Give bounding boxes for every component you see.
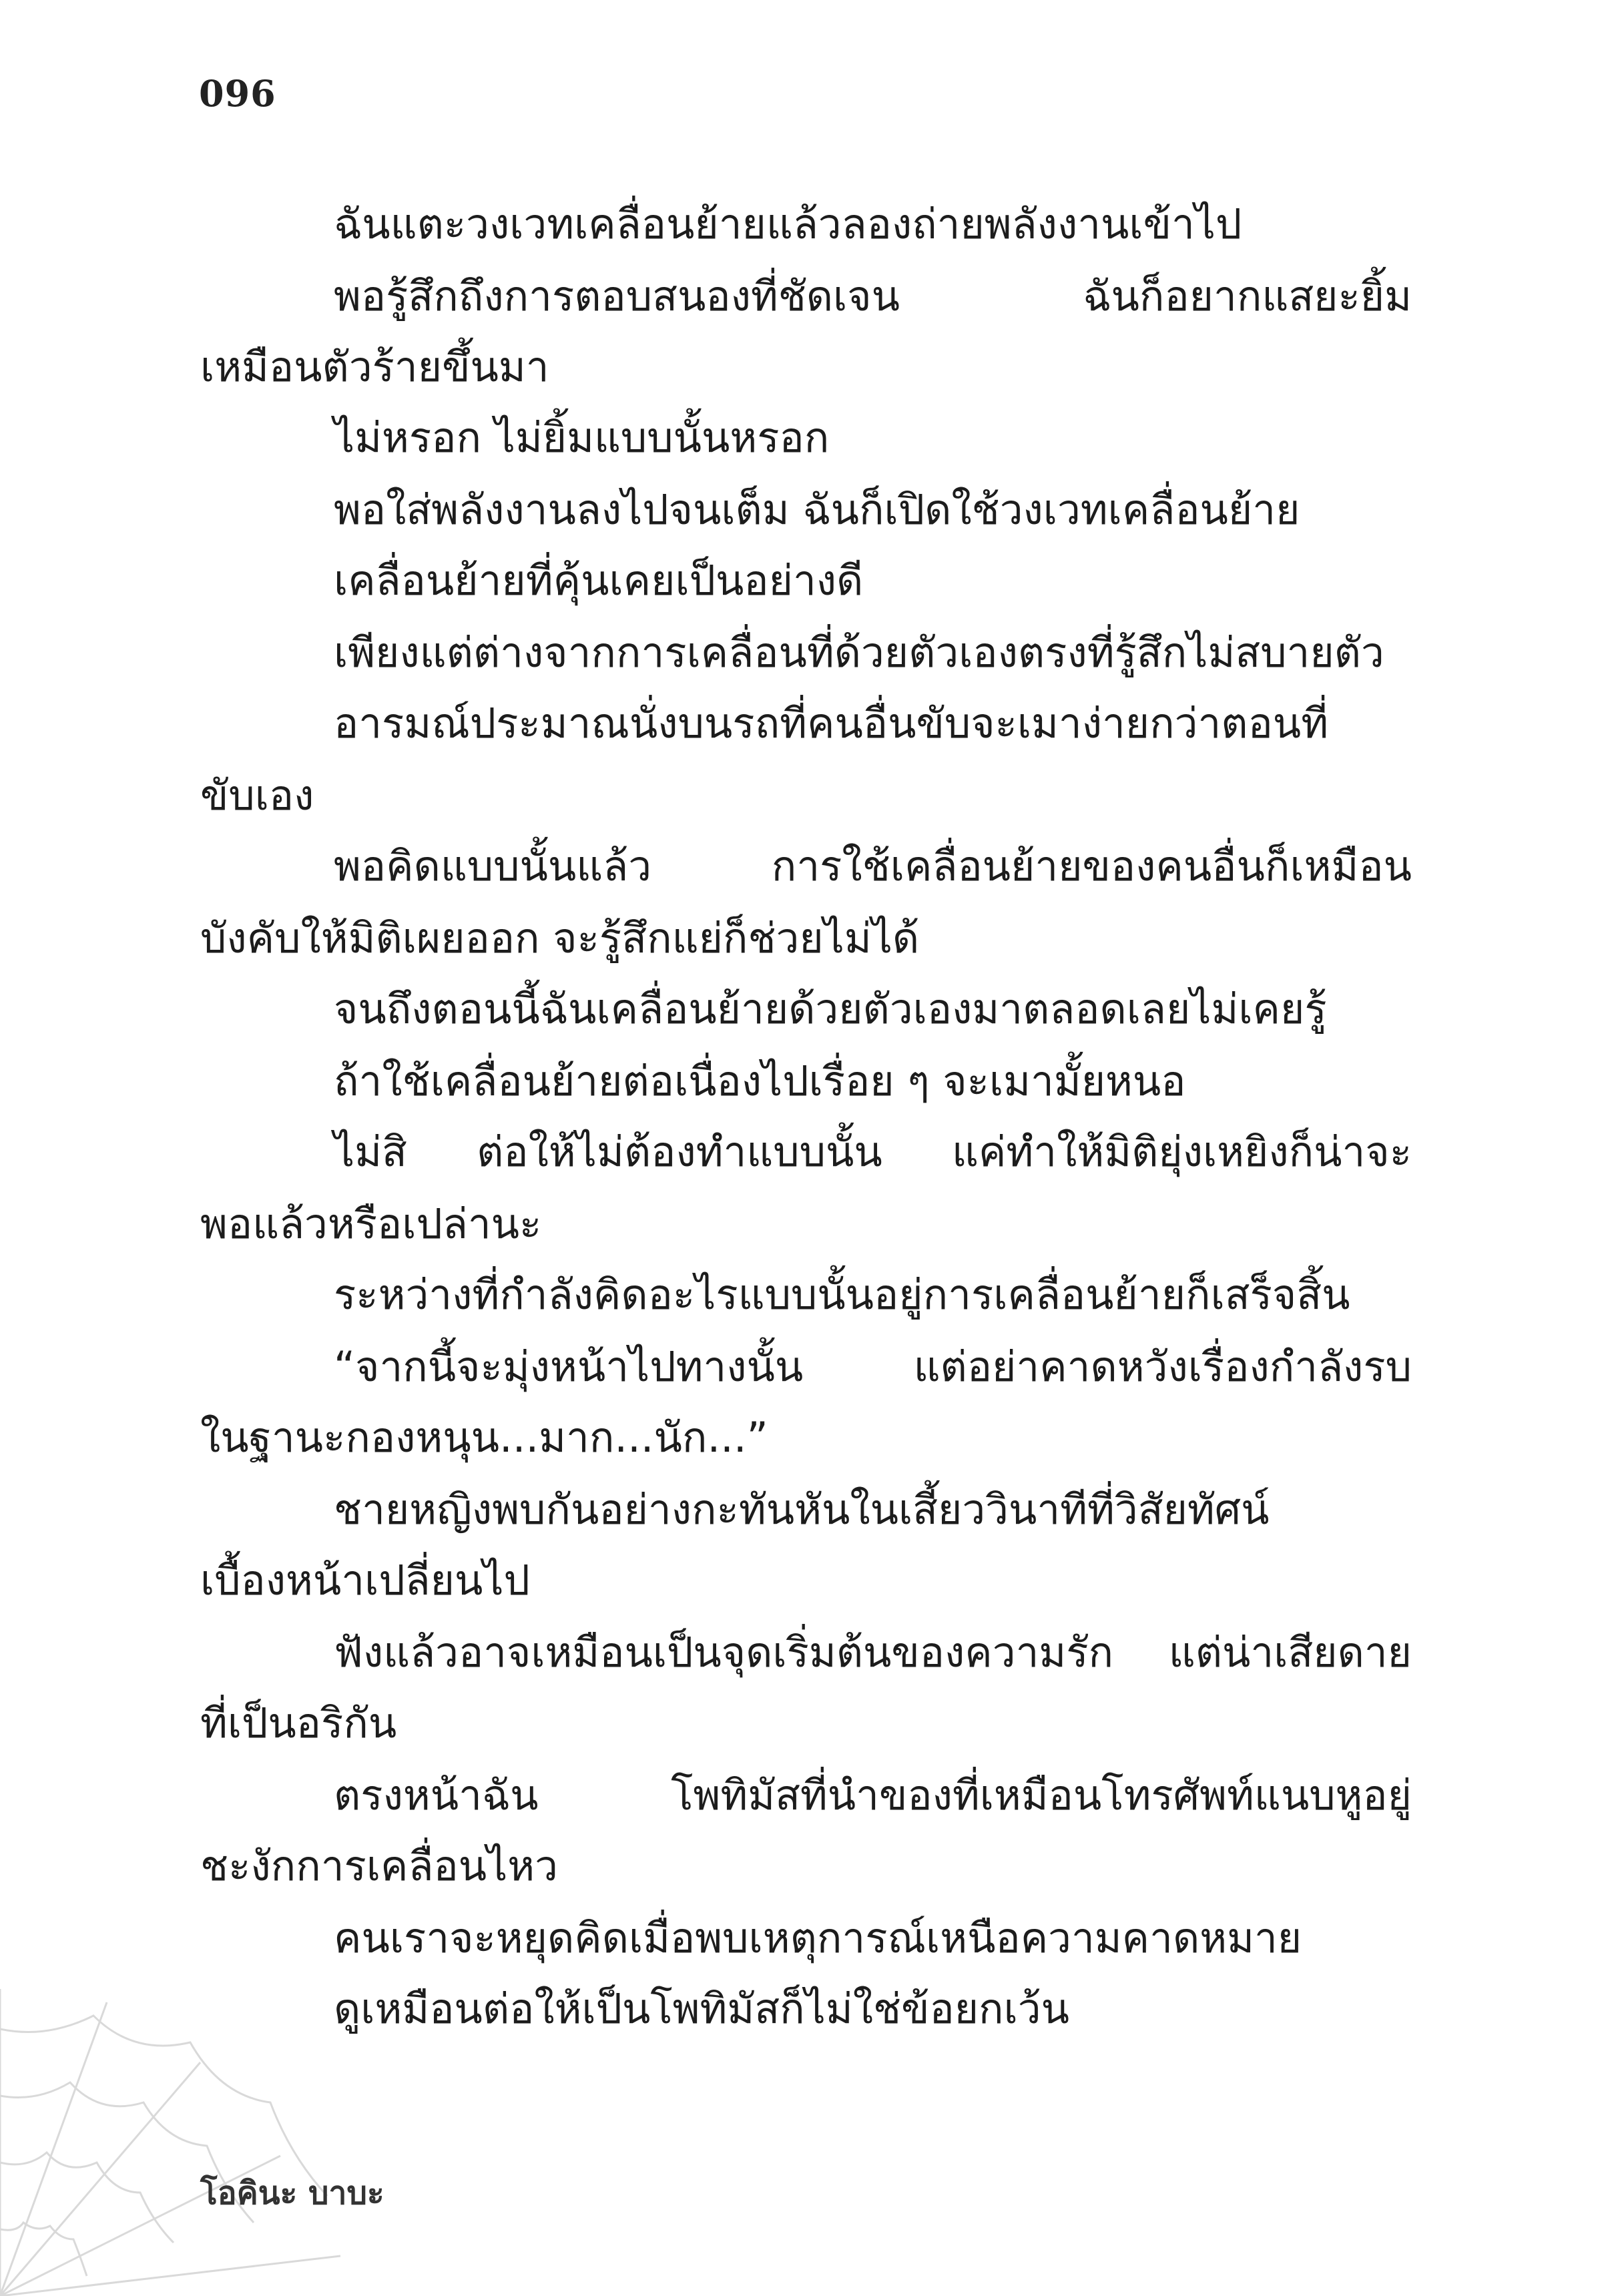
text-line: ไม่หรอก ไม่ยิ้มแบบนั้นหรอก	[334, 413, 830, 462]
text-line: พอใส่พลังงานลงไปจนเต็ม ฉันก็เปิดใช้วงเวทเคลื่อนย้าย	[334, 485, 1300, 534]
text-line: พอแล้วหรือเปล่านะ	[200, 1199, 542, 1248]
text-line: เหมือนตัวร้ายขึ้นมา	[200, 342, 549, 391]
text-line: เบื้องหน้าเปลี่ยนไป	[200, 1556, 530, 1605]
author-name: โอคินะ บาบะ	[200, 2175, 384, 2212]
text-line: ระหว่างที่กำลังคิดอะไรแบบนั้นอยู่การเคลื่อนย้ายก็เสร็จสิ้น	[334, 1270, 1350, 1319]
text-line: ฟังแล้วอาจเหมือนเป็นจุดเริ่มต้นของความรัก แต่น่าเสียดาย	[334, 1628, 1412, 1677]
page-number: 096	[199, 72, 276, 115]
text-line: พอรู้สึกถึงการตอบสนองที่ชัดเจน ฉันก็อยากแสยะยิ้ม	[334, 272, 1412, 320]
text-line: จนถึงตอนนี้ฉันเคลื่อนย้ายด้วยตัวเองมาตลอดเลยไม่เคยรู้	[334, 984, 1327, 1033]
text-line: อารมณ์ประมาณนั่งบนรถที่คนอื่นขับจะเมาง่ายกว่าตอนที่	[334, 699, 1329, 748]
text-line: “จากนี้จะมุ่งหน้าไปทางนั้น แต่อย่าคาดหวังเรื่องกำลังรบ	[334, 1342, 1412, 1391]
text-line: บังคับให้มิติเผยออก จะรู้สึกแย่ก็ช่วยไม่ได้	[200, 914, 920, 962]
text-line: ไม่สิ ต่อให้ไม่ต้องทำแบบนั้น แค่ทำให้มิติยุ่งเหยิงก็น่าจะ	[334, 1127, 1412, 1176]
text-line: ตรงหน้าฉัน โพทิมัสที่นำของที่เหมือนโทรศัพท์แนบหูอยู่	[334, 1771, 1412, 1819]
spider-web-icon	[0, 1976, 347, 2296]
text-line: เพียงแต่ต่างจากการเคลื่อนที่ด้วยตัวเองตรงที่รู้สึกไม่สบายตัว	[334, 628, 1384, 677]
text-line: ขับเอง	[200, 771, 314, 820]
text-line: ฉันแตะวงเวทเคลื่อนย้ายแล้วลองถ่ายพลังงานเข้าไป	[334, 200, 1242, 248]
text-line: เคลื่อนย้ายที่คุ้นเคยเป็นอย่างดี	[334, 556, 864, 605]
text-line: ชายหญิงพบกันอย่างกะทันหันในเสี้ยววินาทีที่วิสัยทัศน์	[334, 1485, 1270, 1534]
text-line: คนเราจะหยุดคิดเมื่อพบเหตุการณ์เหนือความคาดหมาย	[334, 1914, 1302, 1962]
text-line: ชะงักการเคลื่อนไหว	[200, 1841, 558, 1890]
text-line: ในฐานะกองหนุน...มาก...นัก...”	[200, 1413, 768, 1462]
text-line: พอคิดแบบนั้นแล้ว การใช้เคลื่อนย้ายของคนอื่นก็เหมือน	[334, 842, 1412, 890]
text-line: ถ้าใช้เคลื่อนย้ายต่อเนื่องไปเรื่อย ๆ จะเมามั้ยหนอ	[334, 1057, 1186, 1105]
text-line: ที่เป็นอริกัน	[200, 1699, 397, 1747]
text-line: ดูเหมือนต่อให้เป็นโพทิมัสก็ไม่ใช่ข้อยกเว้น	[334, 1984, 1069, 2033]
